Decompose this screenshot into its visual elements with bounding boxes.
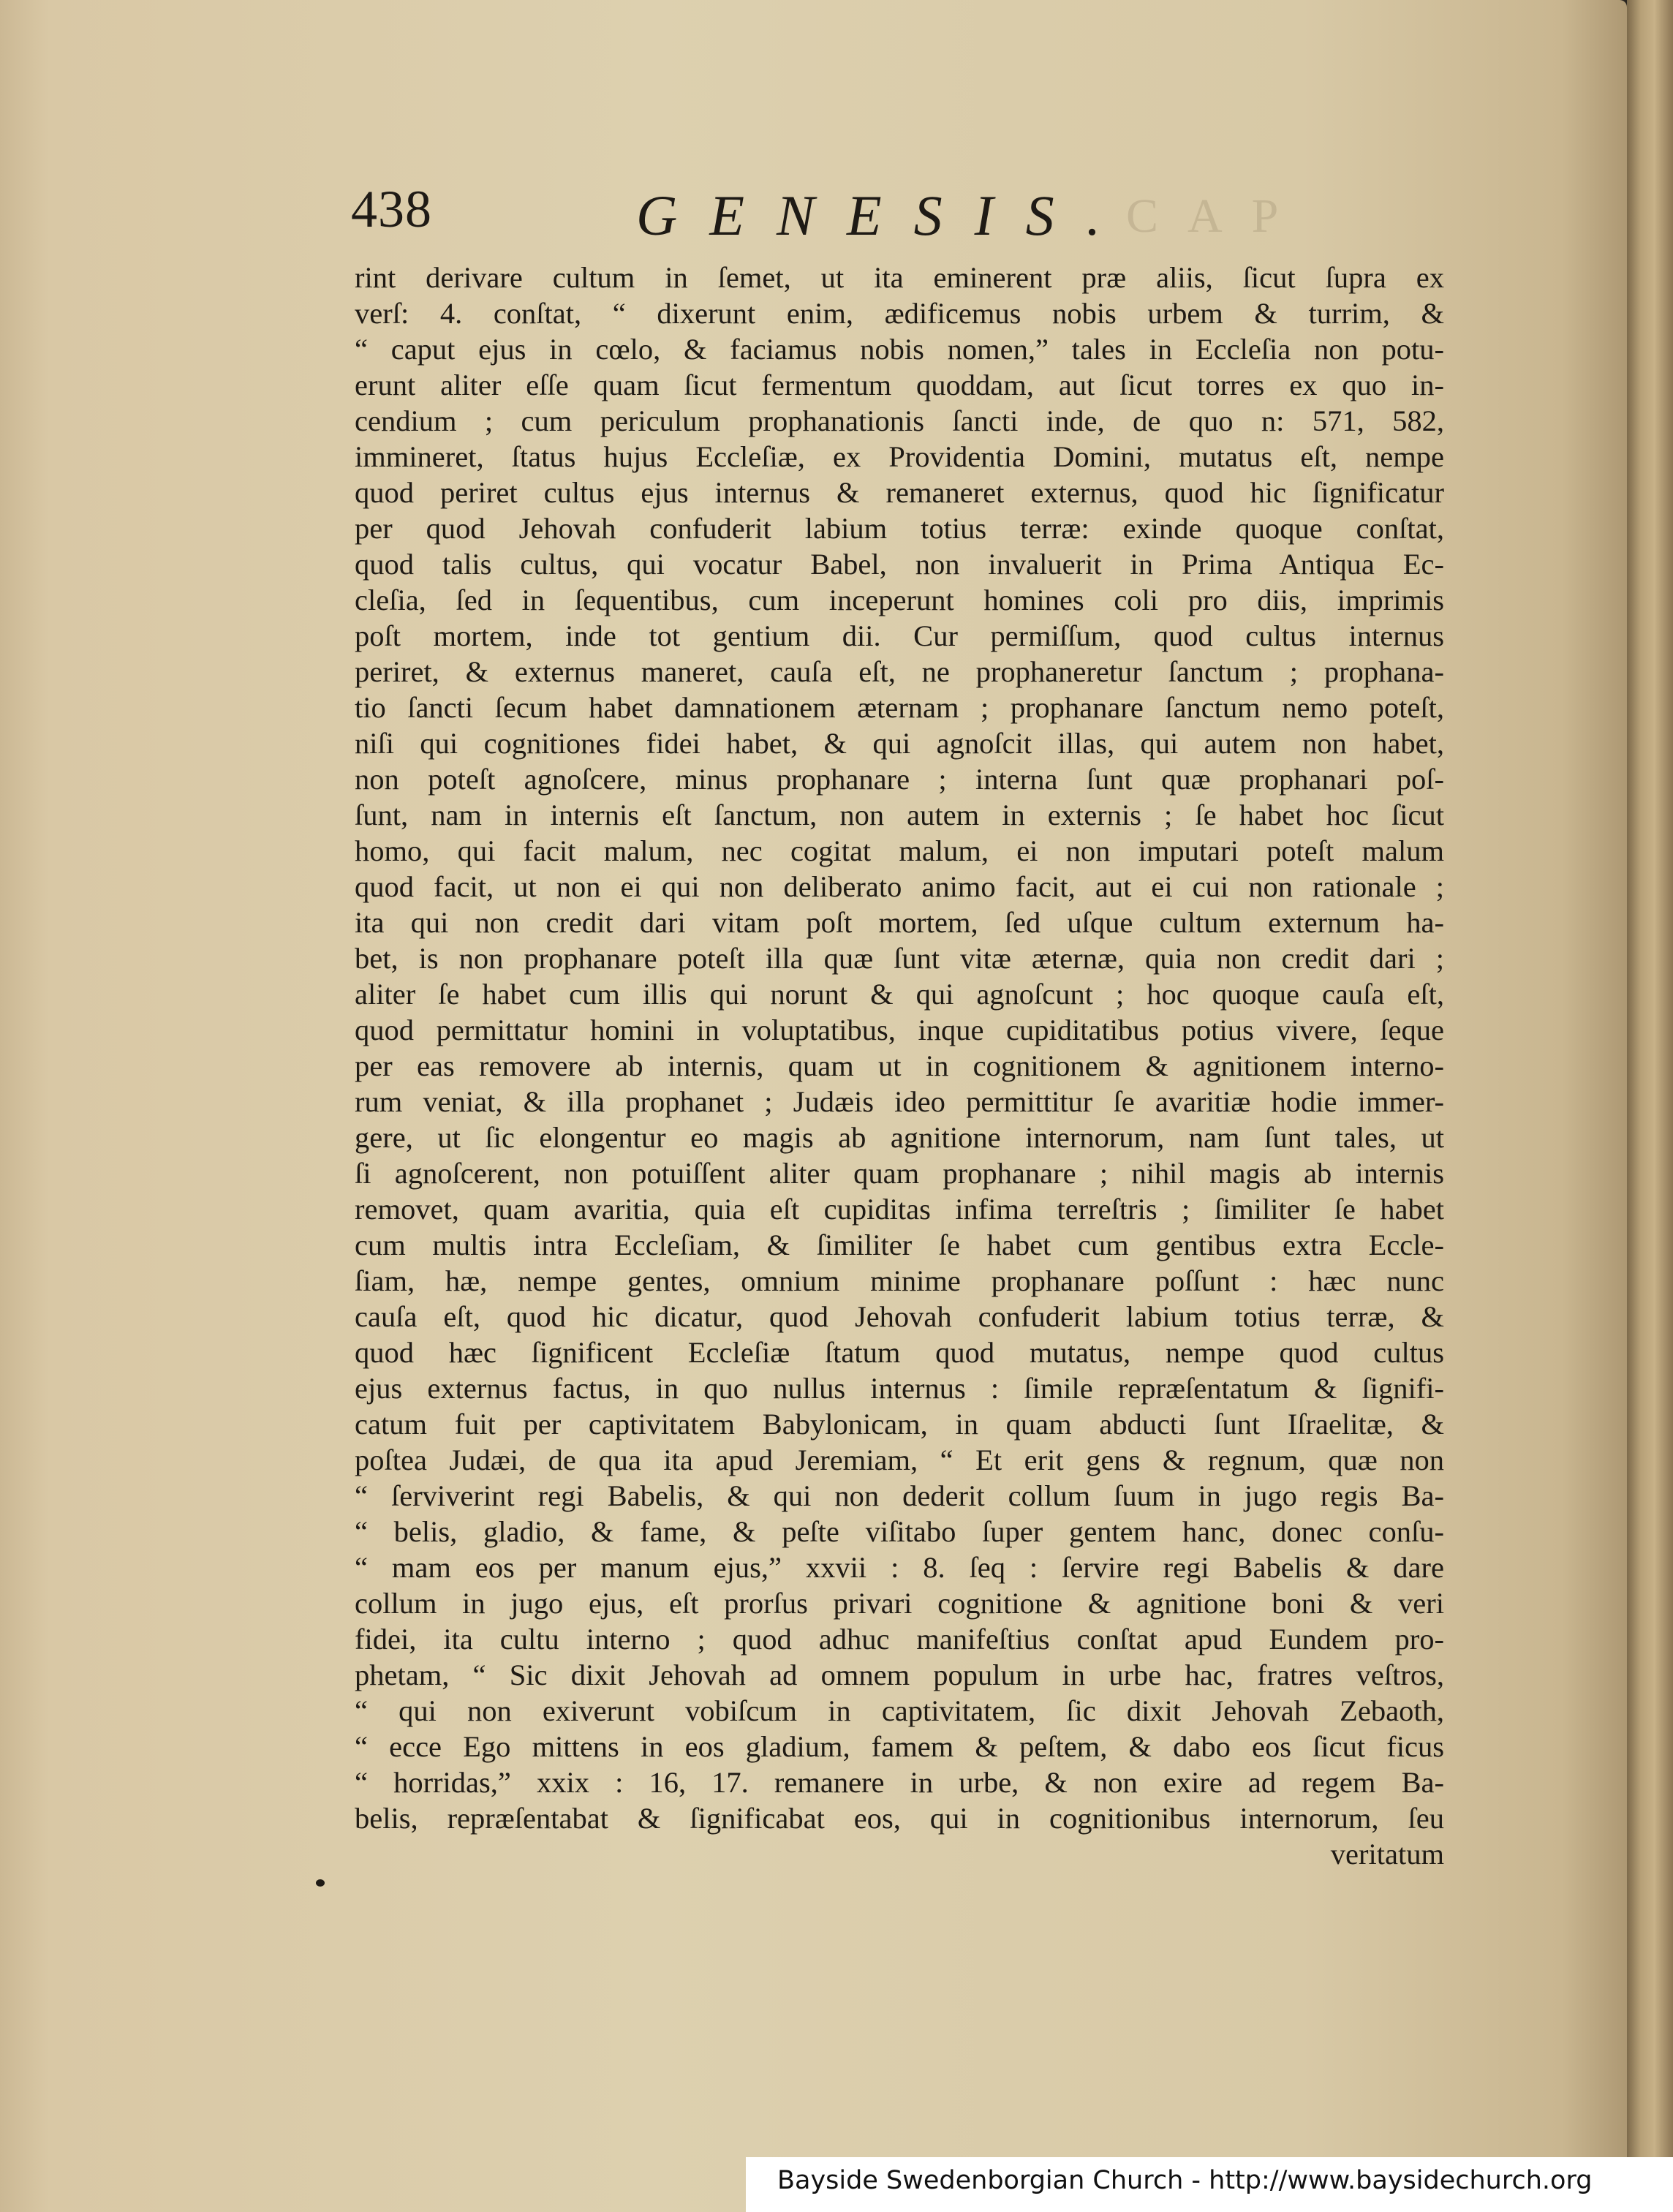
text-line: ſiam, hæ, nempe gentes, omnium minime prophanare poſſunt : hæc nunc [355,1264,1444,1297]
text-line: “ qui non exiverunt vobiſcum in captivitatem, ſic dixit Jehovah Zebaoth, [355,1694,1444,1727]
text-line: rint derivare cultum in ſemet, ut ita eminerent præ aliis, ſicut ſupra ex [355,261,1444,294]
text-line: tio ſancti ſecum habet damnationem æternam ; prophanare ſanctum nemo poteſt, [355,691,1444,724]
ink-spot [316,1879,325,1887]
text-line: ſunt, nam in internis eſt ſanctum, non autem in externis ; ſe habet hoc ſicut [355,799,1444,831]
text-line: “ belis, gladio, & fame, & peſte viſitabo ſuper gentem hanc, donec conſu- [355,1515,1444,1548]
text-line: per eas removere ab internis, quam ut in cognitionem & agnitionem interno- [355,1049,1444,1082]
text-line: quod permittatur homini in voluptatibus, inque cupiditatibus potius vivere, ſeque [355,1013,1444,1046]
text-line: gere, ut ſic elongentur eo magis ab agnitione internorum, nam ſunt tales, ut [355,1121,1444,1154]
text-line: “ horridas,” xxix : 16, 17. remanere in urbe, & non exire ad regem Ba- [355,1766,1444,1799]
text-line: per quod Jehovah confuderit labium totius terræ: exinde quoque conſtat, [355,512,1444,545]
text-line: ita qui non credit dari vitam poſt mortem, ſed uſque cultum externum ha- [355,906,1444,939]
text-line: periret, & externus maneret, cauſa eſt, ne prophaneretur ſanctum ; prophana- [355,655,1444,688]
running-title: GENESIS. [636,184,1133,247]
text-line: “ caput ejus in cœlo, & faciamus nobis nomen,” tales in Eccleſia non potu- [355,333,1444,366]
text-line: fidei, ita cultu interno ; quod adhuc manifeſtius conſtat apud Eundem pro- [355,1623,1444,1656]
text-line: non poteſt agnoſcere, minus prophanare ; interna ſunt quæ prophanari poſ- [355,763,1444,796]
text-line: belis, repræſentabat & ſignificabat eos, qui in cognitionibus internorum, ſeu [355,1802,1444,1835]
page-number: 438 [351,180,432,238]
text-line: phetam, “ Sic dixit Jehovah ad omnem populum in urbe hac, fratres veſtros, [355,1658,1444,1691]
text-line: erunt aliter eſſe quam ſicut fermentum quoddam, aut ſicut torres ex quo in- [355,369,1444,401]
text-line: rum veniat, & illa prophanet ; Judæis ideo permittitur ſe avaritiæ hodie immer- [355,1085,1444,1118]
text-line: poſt mortem, inde tot gentium dii. Cur permiſſum, quod cultus internus [355,619,1444,652]
text-line: bet, is non prophanare poteſt illa quæ ſunt vitæ æternæ, quia non credit dari ; [355,942,1444,975]
text-line: quod facit, ut non ei qui non deliberato animo facit, aut ei cui non rationale ; [355,870,1444,903]
text-line: ſi agnoſcerent, non potuiſſent aliter quam prophanare ; nihil magis ab internis [355,1157,1444,1190]
text-line: removet, quam avaritia, quia eſt cupiditas infima terreſtris ; ſimiliter ſe habet [355,1193,1444,1226]
catchword: veritatum [1330,1838,1444,1871]
text-line: niſi qui cognitiones fidei habet, & qui agnoſcit illas, qui autem non habet, [355,727,1444,760]
text-line: cendium ; cum periculum prophanationis ſancti inde, de quo n: 571, 582, [355,404,1444,437]
body-text [355,260,1444,1871]
text-line: homo, qui facit malum, nec cogitat malum, ei non imputari poteſt malum [355,834,1444,867]
text-line: quod hæc ſignificent Eccleſiæ ſtatum quod mutatus, nempe quod cultus [355,1336,1444,1369]
text-line: collum in jugo ejus, eſt prorſus privari cognitione & agnitione boni & veri [355,1587,1444,1620]
text-line: poſtea Judæi, de qua ita apud Jeremiam, “ Et erit gens & regnum, quæ non [355,1443,1444,1476]
text-line: “ ecce Ego mittens in eos gladium, famem & peſtem, & dabo eos ſicut ficus [355,1730,1444,1763]
text-line: ejus externus factus, in quo nullus internus : ſimile repræſentatum & ſignifi- [355,1372,1444,1405]
text-line: catum fuit per captivitatem Babylonicam, in quam abducti ſunt Iſraelitæ, & [355,1408,1444,1441]
text-line: aliter ſe habet cum illis qui norunt & qui agnoſcunt ; hoc quoque cauſa eſt, [355,978,1444,1011]
text-line: cauſa eſt, quod hic dicatur, quod Jehovah confuderit labium totius terræ, & [355,1300,1444,1333]
text-line: quod talis cultus, qui vocatur Babel, non invaluerit in Prima Antiqua Ec- [355,548,1444,581]
book-spine [1627,0,1673,2212]
text-line: verſ: 4. conſtat, “ dixerunt enim, ædificemus nobis urbem & turrim, & [355,297,1444,330]
text-line: quod periret cultus ejus internus & remaneret externus, quod hic ſignificatur [355,476,1444,509]
text-line: “ mam eos per manum ejus,” xxvii : 8. ſeq : ſervire regi Babelis & dare [355,1551,1444,1584]
text-line: immineret, ſtatus hujus Eccleſiæ, ex Providentia Domini, mutatus eſt, nempe [355,440,1444,473]
text-line: “ ſerviverint regi Babelis, & qui non dederit collum ſuum in jugo regis Ba- [355,1479,1444,1512]
watermark-text: Bayside Swedenborgian Church - http://www.baysidechurch.org [777,2166,1593,2195]
bleed-through-heading: CAP [1126,189,1308,243]
text-line: cum multis intra Eccleſiam, & ſimiliter ſe habet cum gentibus extra Eccle- [355,1228,1444,1261]
text-line: cleſia, ſed in ſequentibus, cum inceperunt homines coli pro diis, imprimis [355,584,1444,616]
